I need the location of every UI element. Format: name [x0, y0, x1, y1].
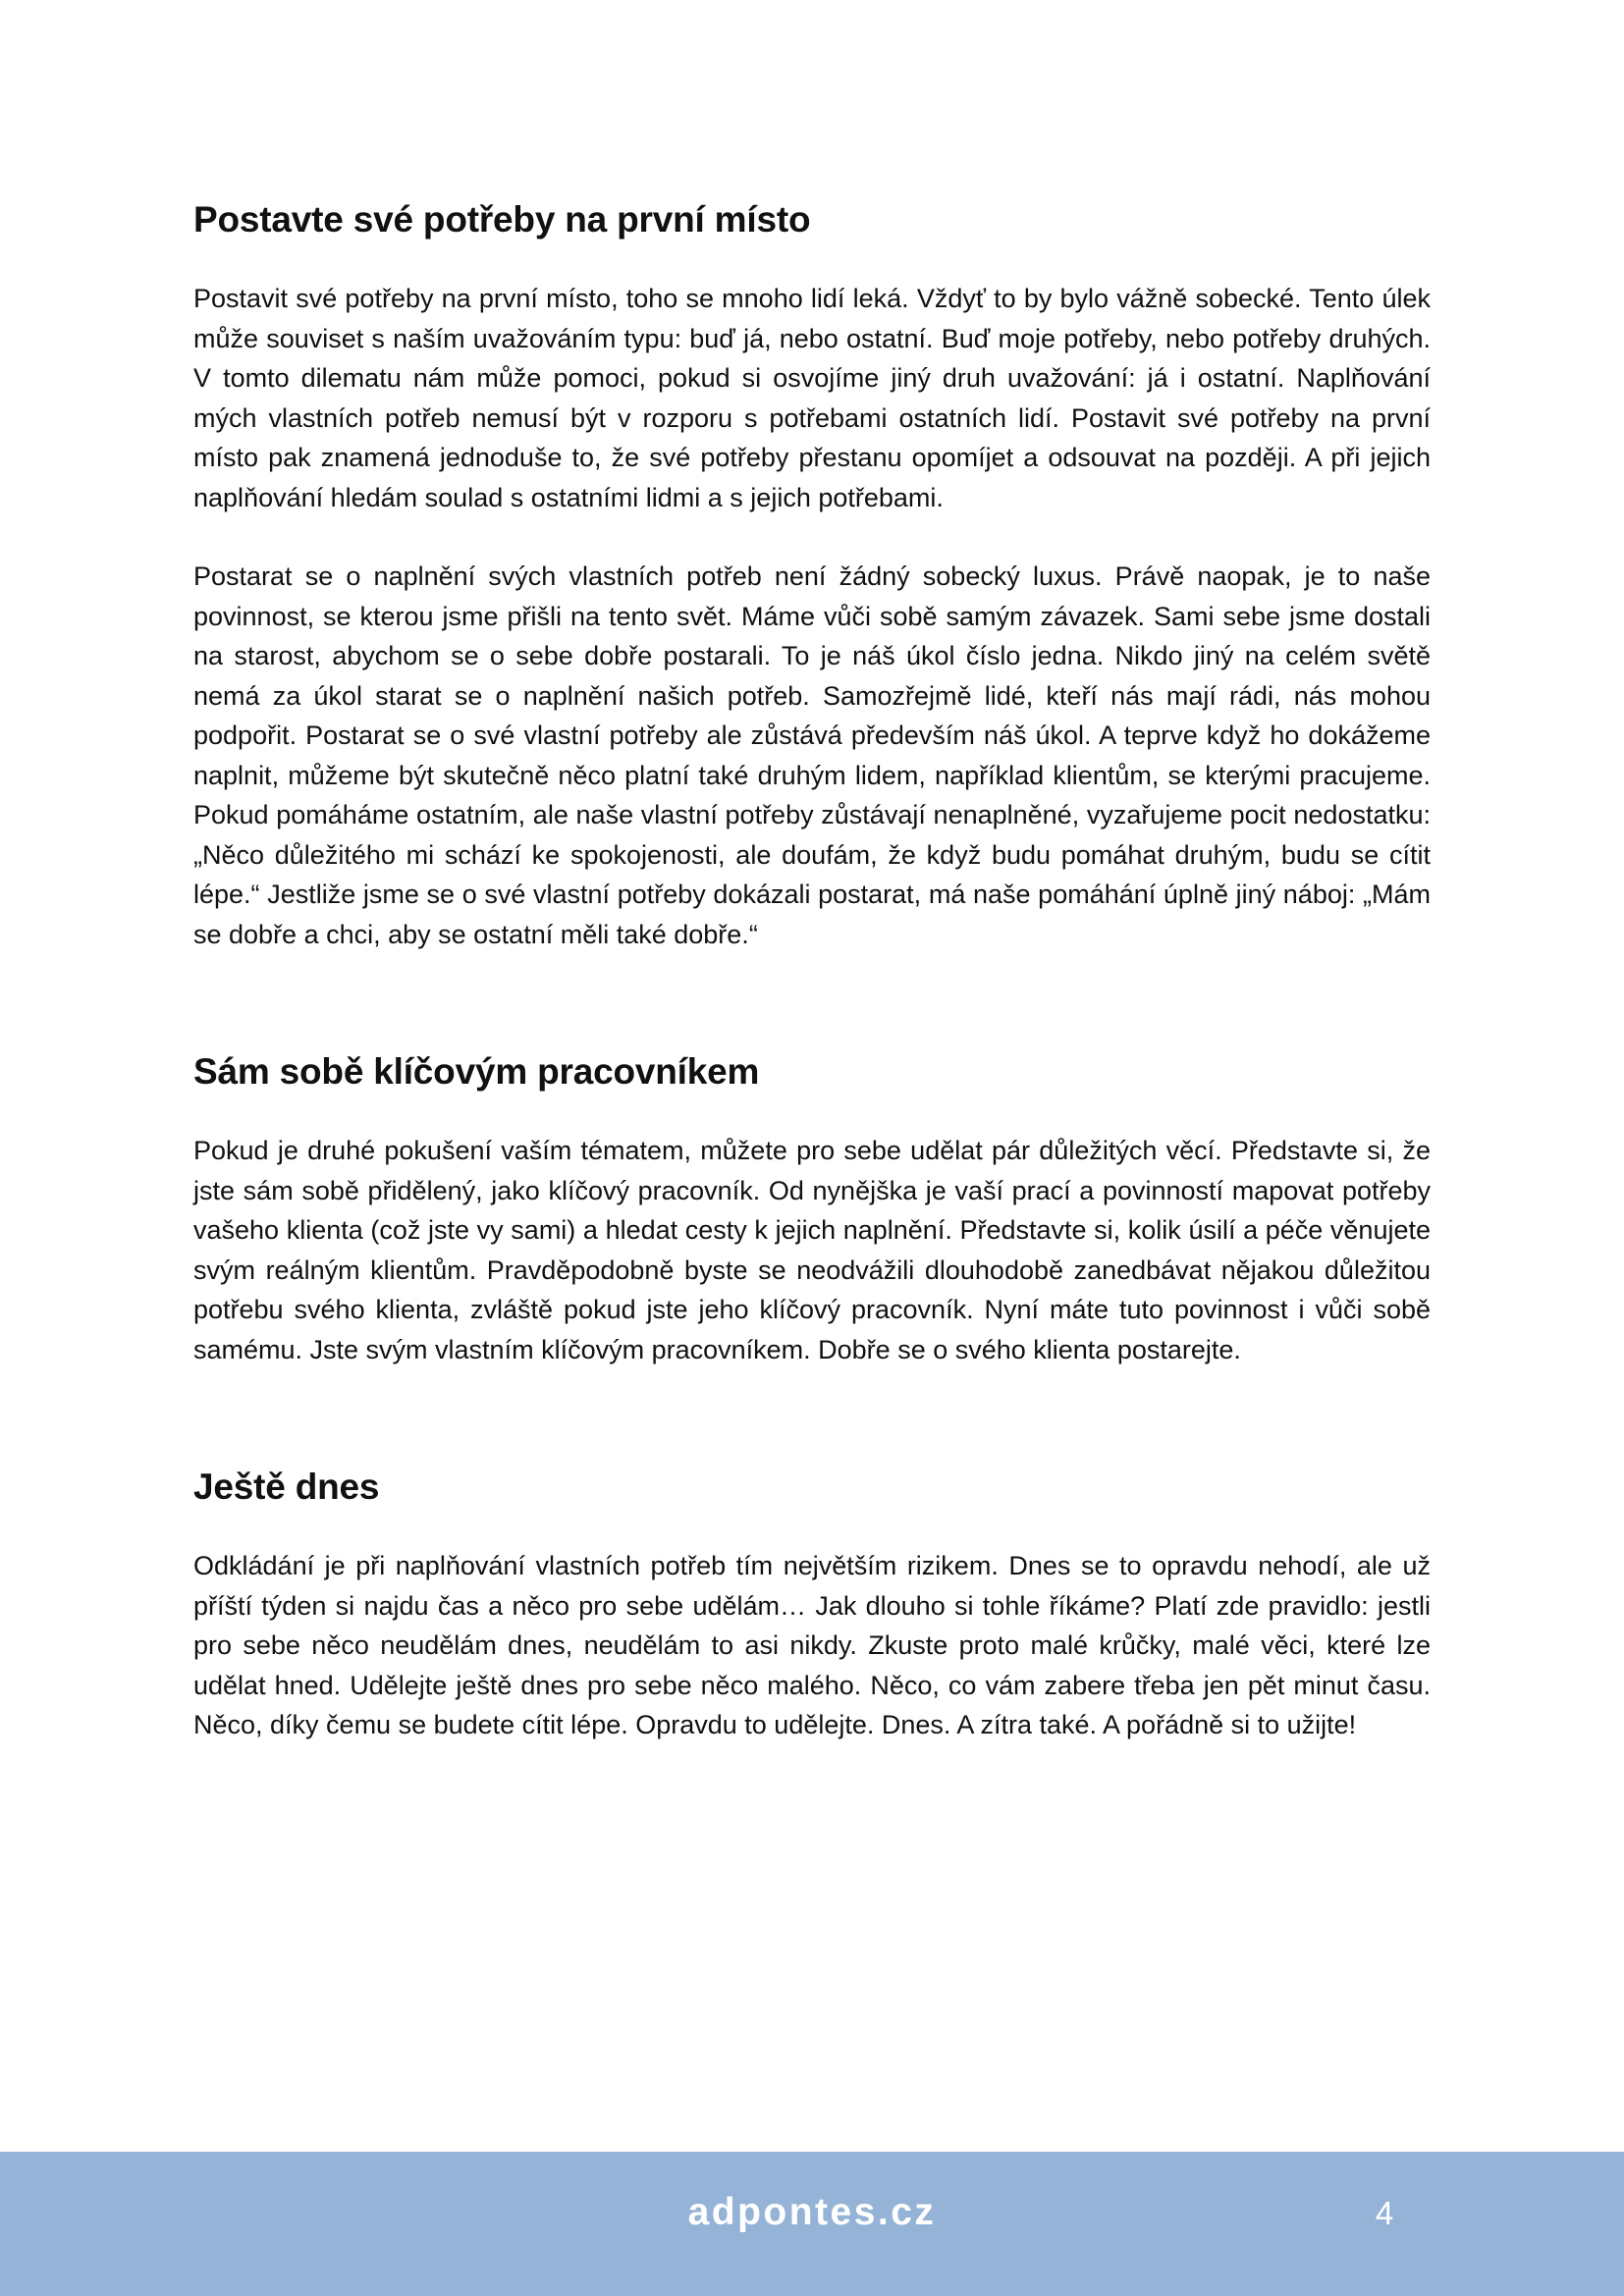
paragraph: Odkládání je při naplňování vlastních potřeb tím největším rizikem. Dnes se to opravdu nehodí, ale už příští týden si najdu čas a něco pro sebe udělám… Jak dlouho si tohle říkáme? Platí zde pravidlo: jestli pro sebe něco neudělám dnes, neudělám to asi nikdy. Zkuste proto malé krůčky, malé věci, které lze udělat hned. Udělejte ještě dnes pro sebe něco malého. Něco, co vám zabere třeba jen pět minut času. Něco, díky čemu se budete cítit lépe. Opravdu to udělejte. Dnes. A zítra také. A pořádně si to užijte! [193, 1551, 1431, 1739]
section-heading: Postavte své potřeby na první místo [193, 199, 811, 240]
section-own-needs-first [193, 196, 1431, 954]
section-heading: Ještě dnes [193, 1467, 380, 1507]
section-key-worker [193, 1048, 1431, 1369]
page-number: 4 [1375, 2195, 1394, 2231]
page-footer [0, 2152, 1624, 2296]
section-today [193, 1464, 1431, 1745]
document-body [193, 196, 1431, 1745]
paragraph: Pokud je druhé pokušení vaším tématem, můžete pro sebe udělat pár důležitých věcí. Představte si, že jste sám sobě přidělený, jako klíčový pracovník. Od nynějška je vaší prací a povinností mapovat potřeby vašeho klienta (což jste vy sami) a hledat cesty k jejich naplnění. Představte si, kolik úsilí a péče věnujete svým reálným klientům. Pravděpodobně byste se neodvážili dlouhodobě zanedbávat nějakou důležitou potřebu svého klienta, zvláště pokud jste jeho klíčový pracovník. Nyní máte tuto povinnost i vůči sobě samému. Jste svým vlastním klíčovým pracovníkem. Dobře se o svého klienta postarejte. [193, 1136, 1431, 1364]
paragraph: Postavit své potřeby na první místo, toho se mnoho lidí leká. Vždyť to by bylo vážně sobecké. Tento úlek může souviset s naším uvažováním typu: buď já, nebo ostatní. Buď moje potřeby, nebo potřeby druhých. V tomto dilematu nám může pomoci, pokud si osvojíme jiný druh uvažování: já i ostatní. Naplňování mých vlastních potřeb nemusí být v rozporu s potřebami ostatních lidí. Postavit své potřeby na první místo pak znamená jednoduše to, že své potřeby přestanu opomíjet a odsouvat na později. A při jejich naplňování hledám soulad s ostatními lidmi a s jejich potřebami. [193, 284, 1431, 512]
footer-site-name: adpontes.cz [687, 2191, 937, 2233]
section-heading: Sám sobě klíčovým pracovníkem [193, 1051, 760, 1092]
paragraph: Postarat se o naplnění svých vlastních potřeb není žádný sobecký luxus. Právě naopak, je to naše povinnost, se kterou jsme přišli na tento svět. Máme vůči sobě samým závazek. Sami sebe jsme dostali na starost, abychom se o sebe dobře postarali. To je náš úkol číslo jedna. Nikdo jiný na celém světě nemá za úkol starat se o naplnění našich potřeb. Samozřejmě lidé, kteří nás mají rádi, nás mohou podpořit. Postarat se o své vlastní potřeby ale zůstává především náš úkol. A teprve když ho dokážeme naplnit, můžeme být skutečně něco platní také druhým lidem, například klientům, se kterými pracujeme. Pokud pomáháme ostatním, ale naše vlastní potřeby zůstávají nenaplněné, vyzařujeme pocit nedostatku: „Něco důležitého mi schází ke spokojenosti, ale doufám, že když budu pomáhat druhým, budu se cítit lépe.“ Jestliže jsme se o své vlastní potřeby dokázali postarat, má naše pomáhání úplně jiný náboj: „Mám se dobře a chci, aby se ostatní měli také dobře.“ [193, 561, 1431, 949]
